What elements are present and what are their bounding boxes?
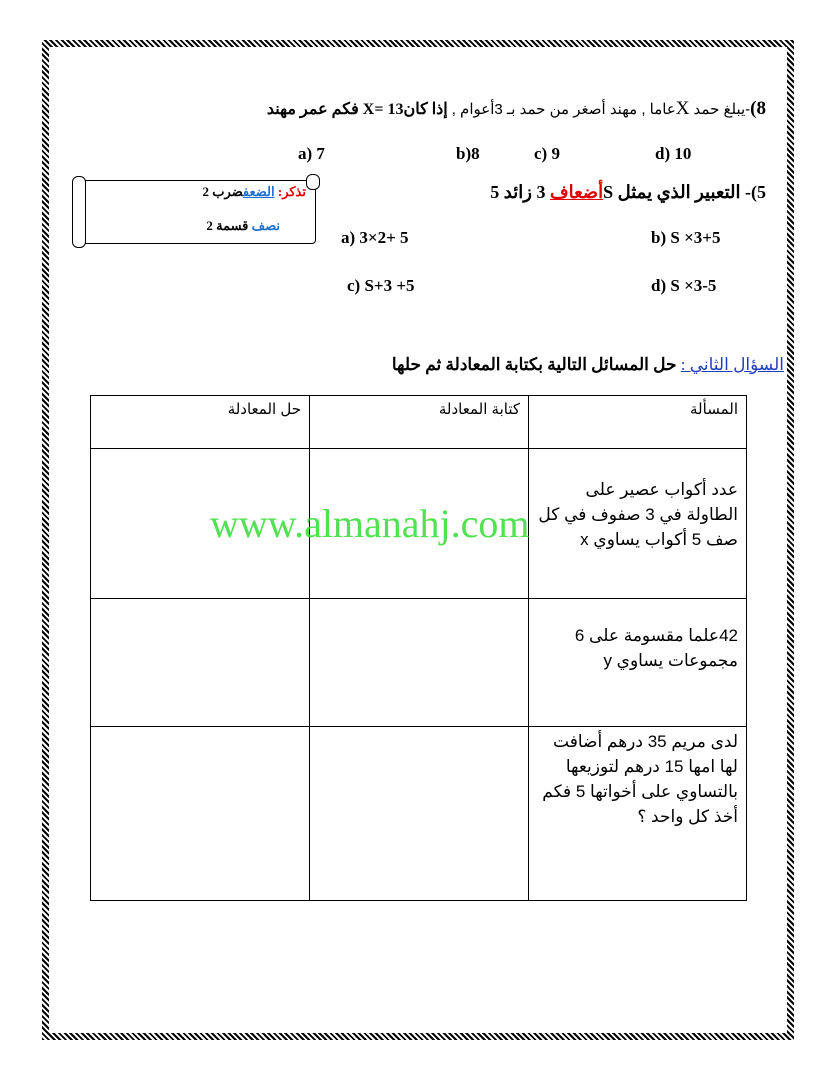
solution-cell-1[interactable] xyxy=(91,449,310,599)
scroll-roll-right xyxy=(306,174,320,190)
equation-cell-2[interactable] xyxy=(310,599,529,727)
problem-1: عدد أكواب عصير على الطاولة في 3 صفوف في كل صف 5 أكواب يساوي x xyxy=(529,449,747,599)
q8-option-b: b)8 xyxy=(456,144,480,163)
table-row xyxy=(91,599,747,727)
q5-option-d: d) S ×3-5 xyxy=(651,276,717,295)
q8-option-a: a) 7 xyxy=(298,144,325,163)
question-8: 8)-يبلغ حمد Xعاما , مهند أصغر من حمد بـ 3أعوام , إذا كان13 =X فكم عمر مهند xyxy=(266,98,766,119)
scroll-roll-left xyxy=(72,176,86,248)
table-header-row xyxy=(91,396,747,449)
q5-option-b: b) S ×3+5 xyxy=(651,228,721,247)
reminder-scroll xyxy=(72,174,320,248)
q8-option-d: d) 10 xyxy=(655,144,692,163)
equation-cell-3[interactable] xyxy=(310,727,529,901)
section-2-heading: السؤال الثاني : حل المسائل التالية بكتابة المعادلة ثم حلها xyxy=(391,355,784,374)
reminder-line-2: نصف قسمة 2 xyxy=(206,218,280,233)
table-row xyxy=(91,727,747,901)
q5-option-a: a) 3×2+ 5 xyxy=(341,228,409,247)
equations-table xyxy=(90,395,747,901)
reminder-line-1: تذكر: الضعفضرب 2 xyxy=(202,184,306,199)
solution-cell-3[interactable] xyxy=(91,727,310,901)
header-write-equation: كتابة المعادلة xyxy=(310,396,529,449)
header-solve-equation: حل المعادلة xyxy=(91,396,310,449)
question-5: 5)- التعبير الذي يمثل Sأضعاف 3 زائد 5 xyxy=(490,182,766,202)
watermark: www.almanahj.com xyxy=(210,501,530,546)
q5-option-c: c) S+3 +5 xyxy=(347,276,415,295)
problem-3: لدى مريم 35 درهم أضافت لها امها 15 درهم لتوزيعها بالتساوي على أخواتها 5 فكم أخذ كل واحد ؟ xyxy=(529,727,747,901)
header-problem: المسألة xyxy=(529,396,747,449)
problem-2: 42علما مقسومة على 6 مجموعات يساوي y xyxy=(529,599,747,727)
equation-cell-1[interactable] xyxy=(310,449,529,599)
table-row xyxy=(91,449,747,599)
q8-option-c: c) 9 xyxy=(534,144,560,163)
solution-cell-2[interactable] xyxy=(91,599,310,727)
